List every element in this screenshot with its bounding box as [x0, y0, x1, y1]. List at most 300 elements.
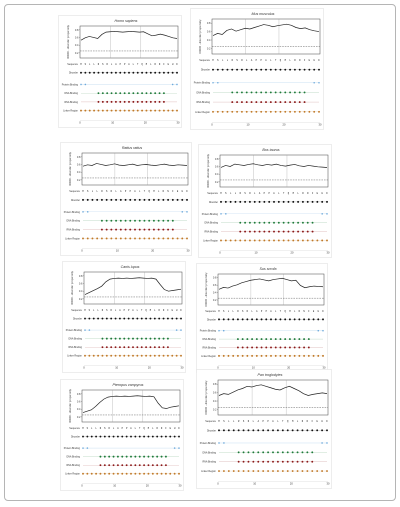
row-label-linker: Linker Region [65, 237, 80, 241]
residue-dot [124, 92, 126, 94]
residue-dot [106, 238, 108, 240]
residue-dot [292, 222, 294, 224]
residue-dot [273, 240, 275, 242]
residue-dot [162, 199, 164, 201]
sequence-residue: R [237, 420, 240, 423]
residue-dot [249, 201, 251, 203]
sequence-residue: F [172, 190, 174, 193]
residue-dot [297, 429, 299, 431]
residue-dot [243, 429, 245, 431]
residue-dot [298, 338, 300, 340]
x-tick-label: 10 [111, 121, 115, 125]
sequence-residue: L [277, 420, 279, 423]
sequence-residue: A [270, 310, 272, 313]
sequence-residue: S [84, 63, 87, 66]
residue-dot [129, 199, 131, 201]
residue-dot [141, 72, 143, 74]
residue-dot [316, 470, 318, 472]
panel-title: Bos taurus [262, 148, 280, 152]
residue-dot [304, 69, 306, 71]
y-axis-label: IDR/D - disorder propensity [204, 380, 208, 415]
residue-dot [98, 110, 100, 112]
sequence-residue: H [313, 59, 315, 62]
residue-dot [237, 355, 239, 357]
residue-dot [169, 436, 171, 438]
residue-dot [288, 201, 290, 203]
residue-dot [137, 110, 139, 112]
panel-title: Rattus rattus [121, 146, 143, 150]
sequence-residue: Q [141, 63, 143, 66]
panel-6 [196, 263, 328, 373]
sequence-residue: L [150, 63, 152, 66]
residue-dot [128, 355, 130, 357]
sequence-residue: H [321, 420, 323, 423]
y-tick-label: 0.6 [76, 400, 81, 404]
residue-dot [231, 91, 233, 93]
residue-dot [223, 429, 225, 431]
sequence-residue: L [115, 190, 117, 193]
residue-dot [256, 338, 258, 340]
residue-dot [316, 240, 318, 242]
residue-dot [161, 456, 163, 458]
residue-dot [139, 473, 141, 475]
panel-title: Canis lupus [120, 265, 140, 269]
residue-dot [302, 451, 304, 453]
residue-dot [228, 318, 230, 320]
track-disorder [80, 72, 178, 74]
residue-dot [280, 101, 282, 103]
sequence-residue: S [88, 309, 91, 312]
residue-dot [178, 436, 180, 438]
residue-dot [302, 461, 304, 463]
residue-dot [248, 461, 250, 463]
residue-dot [227, 69, 229, 71]
residue-dot [186, 211, 188, 213]
residue-dot [261, 338, 263, 340]
sequence-residue: R [246, 310, 249, 313]
residue-dot [326, 442, 328, 444]
residue-dot [181, 199, 183, 201]
x-tick-label: 30 [326, 482, 330, 486]
y-tick-label: 0.6 [74, 36, 79, 40]
sequence-residue: D [186, 190, 188, 193]
residue-dot [93, 72, 95, 74]
residue-dot [218, 355, 220, 357]
sequence-residue: M [82, 190, 84, 193]
residue-dot [167, 338, 169, 340]
residue-dot [260, 111, 262, 113]
residue-dot [115, 220, 117, 222]
residue-dot [154, 110, 156, 112]
sequence-residue: R [156, 427, 158, 430]
residue-dot [321, 442, 323, 444]
residue-dot [159, 92, 161, 94]
sequence-residue: R [241, 59, 243, 62]
sequence-residue: Q [287, 420, 289, 423]
residue-dot [130, 456, 132, 458]
residue-dot [120, 220, 122, 222]
row-label-linker: Linker Region [195, 110, 210, 114]
sequence-residue: D [178, 427, 180, 430]
residue-dot [137, 72, 139, 74]
residue-dot [322, 355, 324, 357]
residue-dot [143, 456, 145, 458]
residue-dot [124, 101, 126, 103]
row-label-protein-binding: Protein Binding [193, 81, 210, 85]
residue-dot [228, 470, 230, 472]
residue-dot [251, 111, 253, 113]
residue-dot [256, 355, 258, 357]
residue-dot [101, 238, 103, 240]
x-tick-label: 10 [251, 366, 255, 370]
residue-dot [223, 318, 225, 320]
sequence-residue: R [294, 59, 296, 62]
y-tick-label: 0.2 [76, 178, 81, 182]
row-label-rna-binding: RNA Binding [68, 346, 82, 350]
residue-dot [180, 318, 182, 320]
sequence-residue: L [228, 420, 230, 423]
residue-dot [265, 347, 267, 349]
residue-dot [171, 355, 173, 357]
residue-dot [162, 229, 164, 231]
x-tick-label: 30 [186, 249, 190, 253]
residue-dot [143, 473, 145, 475]
residue-dot [280, 111, 282, 113]
residue-dot [294, 318, 296, 320]
y-tick-label: 0.6 [214, 165, 219, 169]
x-tick-label: 0 [83, 366, 85, 370]
row-label-rna-binding: RNA Binding [202, 346, 216, 350]
residue-dot [176, 355, 178, 357]
residue-dot [177, 238, 179, 240]
row-label-dna-binding: DNA Binding [204, 221, 218, 225]
residue-dot [88, 355, 90, 357]
residue-dot [154, 318, 156, 320]
residue-dot [150, 92, 152, 94]
residue-dot [257, 470, 259, 472]
residue-dot [273, 201, 275, 203]
y-tick-label: 0.6 [212, 284, 217, 288]
residue-dot [132, 110, 134, 112]
residue-dot [150, 338, 152, 340]
residue-dot [115, 229, 117, 231]
residue-dot [265, 111, 267, 113]
residue-dot [110, 229, 112, 231]
residue-dot [231, 69, 233, 71]
residue-dot [307, 231, 309, 233]
residue-dot [237, 338, 239, 340]
sequence-residue: M [289, 310, 291, 313]
residue-dot [283, 231, 285, 233]
sequence-residue: A [120, 190, 122, 193]
residue-dot [88, 318, 90, 320]
residue-dot [186, 238, 188, 240]
residue-dot [232, 318, 234, 320]
sequence-residue: R [110, 190, 113, 193]
residue-dot [102, 101, 104, 103]
sequence-residue: P [121, 427, 123, 430]
sequence-residue: M [149, 309, 152, 312]
residue-dot [263, 231, 265, 233]
residue-dot [163, 338, 165, 340]
residue-dot [89, 329, 91, 331]
residue-dot [100, 464, 102, 466]
sequence-residue: D [322, 310, 324, 313]
y-axis-label: IDR/D - disorder propensity [206, 154, 210, 188]
residue-dot [260, 101, 262, 103]
panel-title: Pteropus vampyrus [112, 383, 144, 387]
y-tick-label: 0.2 [212, 408, 217, 412]
row-label-protein-binding: Protein Binding [61, 83, 78, 87]
residue-dot [254, 201, 256, 203]
residue-dot [106, 229, 108, 231]
row-label-protein-binding: Protein Binding [199, 441, 216, 445]
residue-dot [326, 240, 328, 242]
sequence-residue: F [303, 59, 306, 62]
row-label-protein-binding: Protein Binding [63, 210, 80, 214]
x-tick-label: 10 [115, 249, 119, 253]
sequence-residue: N [158, 63, 161, 66]
sequence-residue: P [268, 192, 270, 195]
residue-dot [158, 199, 160, 201]
sequence-residue: L [234, 192, 237, 195]
residue-dot [316, 429, 318, 431]
sequence-residue: M [84, 309, 86, 312]
residue-dot [178, 473, 180, 475]
residue-dot [158, 229, 160, 231]
residue-dot [126, 473, 128, 475]
track-disorder [82, 436, 180, 438]
residue-dot [158, 346, 160, 348]
x-tick-label: 30 [318, 123, 322, 127]
residue-dot [153, 199, 155, 201]
residue-dot [123, 338, 125, 340]
sequence-residue: A [117, 427, 119, 430]
sequence-residue: S [223, 310, 225, 313]
sequence-residue: L [134, 427, 137, 430]
residue-dot [246, 355, 248, 357]
residue-dot [101, 229, 103, 231]
residue-dot [176, 329, 178, 331]
x-tick-label: 10 [253, 482, 257, 486]
residue-dot [289, 101, 291, 103]
residue-dot [218, 318, 220, 320]
residue-dot [87, 199, 89, 201]
residue-dot [275, 91, 277, 93]
residue-dot [297, 201, 299, 203]
residue-dot [265, 318, 267, 320]
residue-dot [121, 456, 123, 458]
residue-dot [321, 213, 323, 215]
y-tick-label: 0.6 [212, 391, 217, 395]
residue-dot [162, 238, 164, 240]
residue-dot [119, 101, 121, 103]
sequence-residue: L [154, 309, 156, 312]
sequence-residue: T [143, 190, 146, 193]
residue-dot [172, 84, 174, 86]
row-label-disorder: Disorder [70, 198, 80, 202]
residue-dot [115, 355, 117, 357]
sequence-residue: L [97, 309, 99, 312]
residue-dot [100, 473, 102, 475]
x-tick-label: 30 [180, 366, 184, 370]
residue-dot [262, 461, 264, 463]
residue-dot [292, 451, 294, 453]
residue-dot [163, 346, 165, 348]
residue-dot [150, 110, 152, 112]
residue-dot [287, 461, 289, 463]
residue-dot [302, 240, 304, 242]
residue-dot [150, 355, 152, 357]
residue-dot [154, 72, 156, 74]
residue-dot [130, 464, 132, 466]
residue-dot [303, 355, 305, 357]
x-tick-label: 0 [219, 251, 221, 255]
sequence-residue: M [218, 420, 220, 423]
y-tick-label: 0.8 [74, 28, 79, 32]
residue-dot [108, 473, 110, 475]
residue-dot [227, 111, 229, 113]
residue-dot [139, 220, 141, 222]
sequence-residue: A [115, 63, 117, 66]
residue-dot [82, 473, 84, 475]
residue-dot [161, 473, 163, 475]
row-label-protein-binding: Protein Binding [201, 212, 218, 216]
residue-dot [267, 470, 269, 472]
residue-dot [272, 429, 274, 431]
residue-dot [238, 429, 240, 431]
residue-dot [98, 101, 100, 103]
residue-dot [101, 199, 103, 201]
residue-dot [110, 318, 112, 320]
residue-dot [159, 101, 161, 103]
residue-dot [284, 91, 286, 93]
sequence-residue: P [119, 63, 121, 66]
row-label-linker: Linker Region [203, 239, 218, 243]
residue-dot [275, 69, 277, 71]
residue-dot [93, 318, 95, 320]
x-tick-label: 0 [81, 484, 83, 488]
sequence-residue: L [139, 190, 141, 193]
residue-dot [242, 347, 244, 349]
residue-dot [294, 338, 296, 340]
sequence-residue: N [162, 309, 165, 312]
residue-dot [176, 84, 178, 86]
residue-dot [292, 231, 294, 233]
sequence-residue: S [244, 192, 246, 195]
y-tick-label: 0.4 [206, 39, 211, 42]
sequence-residue: E [169, 427, 171, 430]
residue-dot [257, 451, 259, 453]
residue-dot [217, 69, 219, 71]
residue-dot [322, 330, 324, 332]
residue-dot [119, 338, 121, 340]
residue-dot [141, 338, 143, 340]
residue-dot [117, 473, 119, 475]
residue-dot [242, 318, 244, 320]
sequence-residue: R [99, 427, 102, 430]
residue-dot [176, 72, 178, 74]
row-label-linker: Linker Region [201, 470, 216, 474]
residue-dot [153, 229, 155, 231]
row-label-sequence: Sequence [205, 420, 216, 423]
sequence-residue: R [239, 192, 241, 195]
residue-dot [119, 92, 121, 94]
residue-dot [243, 451, 245, 453]
residue-dot [121, 464, 123, 466]
residue-dot [126, 456, 128, 458]
residue-dot [307, 240, 309, 242]
row-label-rna-binding: RNA Binding [64, 100, 78, 104]
residue-dot [292, 461, 294, 463]
x-tick-label: 20 [290, 251, 294, 255]
y-axis-label: IDR/D - disorder propensity [66, 25, 70, 59]
residue-dot [289, 347, 291, 349]
row-label-dna-binding: DNA Binding [196, 91, 210, 95]
sequence-residue: A [130, 427, 132, 430]
row-label-rna-binding: RNA Binding [196, 101, 210, 105]
sequence-residue: S [87, 190, 89, 193]
sequence-residue: L [254, 192, 256, 195]
sequence-residue: T [282, 192, 285, 195]
residue-dot [236, 91, 238, 93]
residue-dot [87, 447, 89, 449]
residue-dot [145, 346, 147, 348]
residue-dot [176, 110, 178, 112]
residue-dot [102, 110, 104, 112]
residue-dot [93, 110, 95, 112]
residue-dot [244, 201, 246, 203]
residue-dot [129, 229, 131, 231]
row-label-linker: Linker Region [201, 354, 216, 358]
sequence-residue: R [231, 59, 233, 62]
residue-dot [113, 473, 115, 475]
residue-dot [228, 429, 230, 431]
residue-dot [252, 429, 254, 431]
residue-dot [104, 464, 106, 466]
residue-dot [85, 84, 87, 86]
residue-dot [316, 201, 318, 203]
residue-dot [326, 213, 328, 215]
row-label-disorder: Disorder [70, 435, 80, 439]
residue-dot [261, 318, 263, 320]
residue-dot [97, 355, 99, 357]
residue-dot [145, 355, 147, 357]
residue-dot [244, 240, 246, 242]
residue-dot [306, 429, 308, 431]
x-tick-label: 20 [145, 484, 149, 488]
residue-dot [125, 229, 127, 231]
residue-dot [132, 318, 134, 320]
residue-dot [306, 451, 308, 453]
y-tick-label: 0.8 [214, 157, 219, 161]
residue-dot [141, 346, 143, 348]
residue-dot [243, 470, 245, 472]
sequence-residue: P [267, 420, 269, 423]
residue-dot [270, 318, 272, 320]
residue-dot [139, 229, 141, 231]
y-tick-label: 0.6 [78, 282, 83, 286]
residue-dot [297, 461, 299, 463]
residue-dot [321, 429, 323, 431]
residue-dot [104, 456, 106, 458]
x-tick-label: 30 [322, 366, 326, 370]
residue-dot [244, 231, 246, 233]
x-tick-label: 20 [282, 123, 286, 127]
sequence-residue: N [306, 420, 309, 423]
residue-dot [297, 231, 299, 233]
residue-dot [228, 355, 230, 357]
